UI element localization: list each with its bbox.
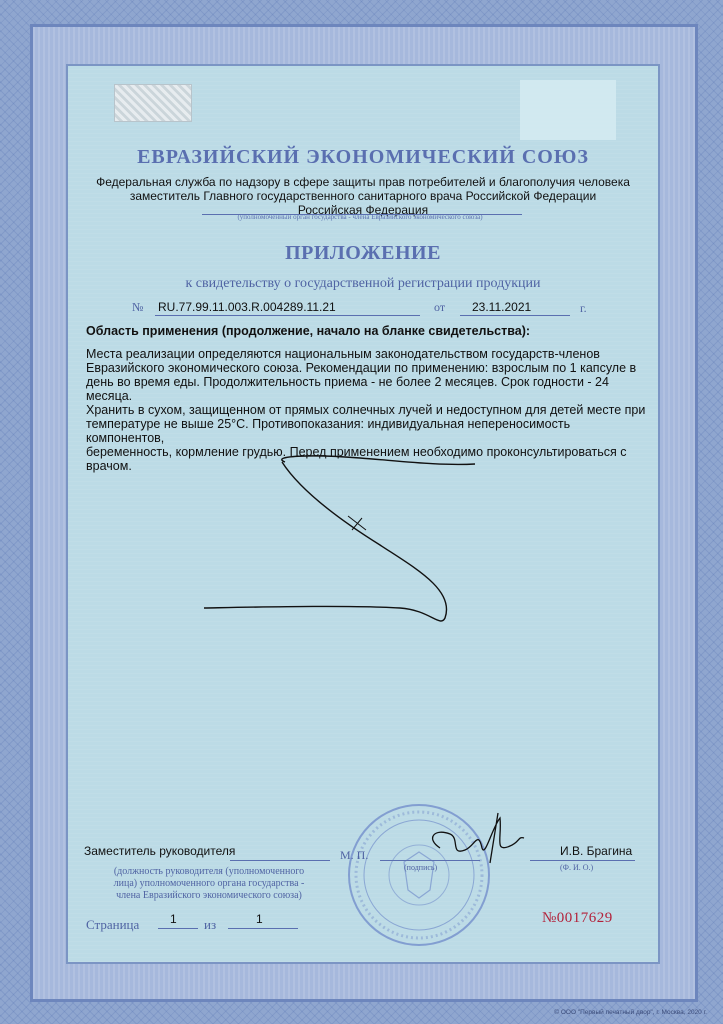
hologram-sticker xyxy=(114,84,192,122)
body-line: Хранить в сухом, защищенном от прямых солнечных лучей и недоступном для детей месте при xyxy=(86,403,646,417)
body-line: температуре не выше 25°C. Противопоказания: индивидуальная непереносимость компонентов, xyxy=(86,417,571,445)
position-caption-line: лица) уполномоченного органа государства - xyxy=(113,878,305,889)
body-line: врачом. xyxy=(86,459,132,473)
hologram-area xyxy=(520,80,616,140)
issuer-line: заместитель Главного государственного санитарного врача Российской Федерации xyxy=(129,189,597,203)
certificate-date: 23.11.2021 xyxy=(472,300,532,314)
page-total: 1 xyxy=(256,912,263,926)
serial-number: №0017629 xyxy=(542,910,613,926)
seal-place-label: М. П. xyxy=(340,848,369,862)
total-underline xyxy=(228,928,298,929)
issuer-block xyxy=(78,175,648,217)
body-line: Евразийского экономического союза. Рекомендации по применению: взрослым по 1 капсуле в xyxy=(86,361,637,375)
issuer-caption: (уполномоченный орган государства - члена Евразийского экономического союза) xyxy=(237,213,483,221)
date-from-label: от xyxy=(434,300,446,314)
position-caption-line: (должность руководителя (уполномоченного xyxy=(113,866,305,877)
annex-subtitle: к свидетельству о государственной регистрации продукции xyxy=(185,276,541,291)
page-number: 1 xyxy=(170,912,177,926)
year-suffix: г. xyxy=(580,301,587,315)
issuer-line: Российская Федерация xyxy=(297,203,429,217)
body-line: Места реализации определяются национальным законодательством государств-членов xyxy=(86,347,600,361)
position-caption xyxy=(84,866,334,902)
printer-credit: © ООО "Первый печатный двор", г. Москва, 2020 г. xyxy=(554,1009,707,1016)
name-underline xyxy=(530,860,635,861)
handwritten-signature xyxy=(420,808,530,868)
z-cancellation-mark xyxy=(200,450,490,630)
date-underline xyxy=(460,315,570,316)
number-label: № xyxy=(132,300,144,314)
page-label: Страница xyxy=(86,917,140,932)
issuer-line: Федеральная служба по надзору в сфере защиты прав потребителей и благополучия человека xyxy=(96,175,630,189)
page-underline xyxy=(158,928,198,929)
name-caption: (Ф. И. О.) xyxy=(560,863,594,872)
signer-position: Заместитель руководителя xyxy=(84,844,236,858)
position-caption-line: члена Евразийского экономического союза) xyxy=(116,890,302,901)
body-line: беременность, кормление грудью. Перед применением необходимо проконсультироваться с xyxy=(86,445,627,459)
signature-underline xyxy=(380,860,480,861)
page-of-label: из xyxy=(204,917,217,932)
section-heading: Область применения (продолжение, начало на бланке свидетельства): xyxy=(86,324,531,338)
signature-caption: (подпись) xyxy=(404,863,438,872)
certificate-number: RU.77.99.11.003.R.004289.11.21 xyxy=(158,300,336,314)
annex-title: ПРИЛОЖЕНИЕ xyxy=(285,242,441,264)
signature-underline xyxy=(230,860,330,861)
signer-name: И.В. Брагина xyxy=(560,844,633,858)
document-title: ЕВРАЗИЙСКИЙ ЭКОНОМИЧЕСКИЙ СОЮЗ xyxy=(137,146,589,168)
body-line: день во время еды. Продолжительность приема - не более 2 месяцев. Срок годности - 24 месяца. xyxy=(86,375,609,403)
number-underline xyxy=(155,315,420,316)
